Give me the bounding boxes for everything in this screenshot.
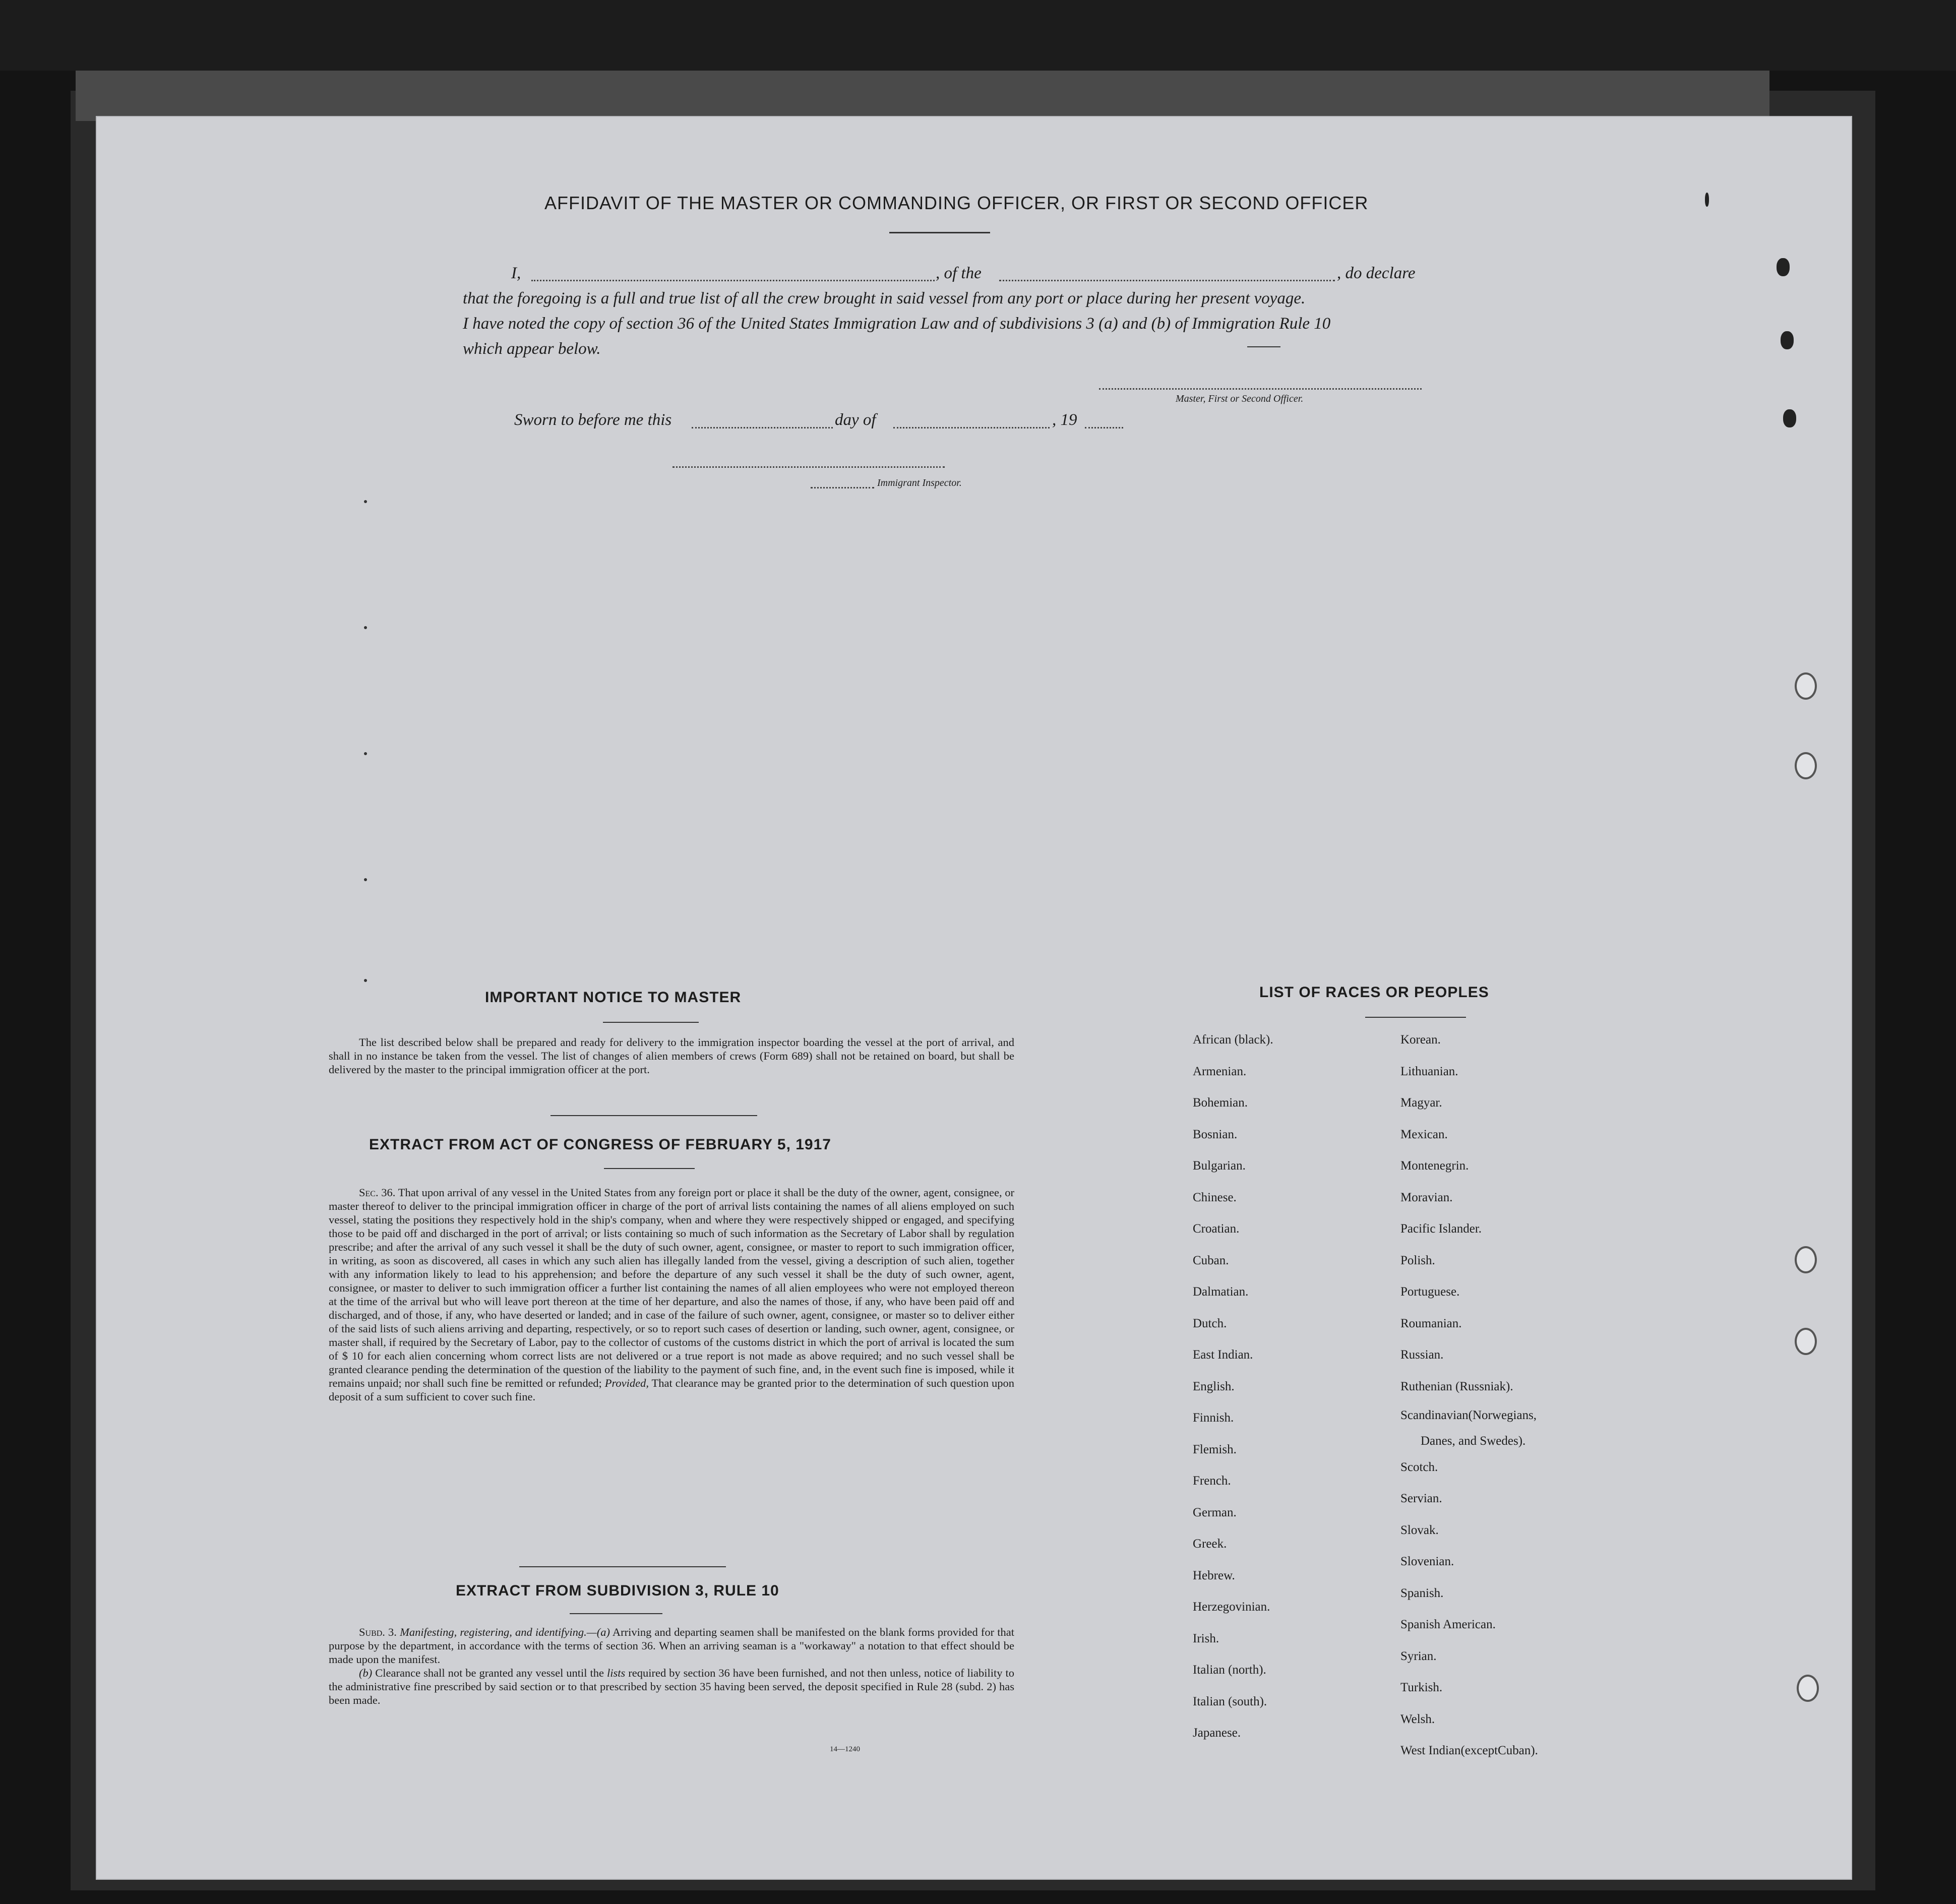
subd-label-b: (b) <box>359 1667 373 1679</box>
section-divider-2 <box>519 1566 726 1567</box>
notice-text: The list described below shall be prepared and ready for delivery to the immigration inspector boarding the vessel at the port of arrival, and shall in no instance be taken from the vessel. The list of changes of alien members of crews (Form 689) shall not be retained on board, but shall be delivered by the master to the principal immigration officer at the port. <box>329 1036 1014 1076</box>
master-signature-label: Master, First or Second Officer. <box>1176 393 1304 404</box>
act-heading-rule <box>604 1168 695 1169</box>
race-item: Irish. <box>1193 1631 1219 1645</box>
subd-text-b1: Clearance shall not be granted any vessel until the <box>375 1667 604 1679</box>
race-item: Dalmatian. <box>1193 1285 1249 1299</box>
notice-heading: IMPORTANT NOTICE TO MASTER <box>485 989 742 1006</box>
subd-text-a: Arriving and departing seamen shall be manifested on the blank forms provided for that purpose by the department, in accordance with the terms of section 36. When an arriving seaman is a "workaway" a notation to that effect should be made upon the manifest. <box>329 1626 1014 1666</box>
affidavit-line4: which appear below. <box>463 340 601 358</box>
sec-36-body: That upon arrival of any vessel in the United States from any foreign port or place it shall be the duty of the owner, agent, consignee, or master thereof to deliver to the principal immigration officer in charge of the port of arrival lists containing the names of all aliens employed on such vessel, stating the positions they respectively hold in the ship's company, when and where they were respectively shipped or engaged, and specifying those to be paid off and discharged in the port of arrival; or lists containing so much of such information as the Secretary of Labor shall by regulation prescribe; and after the arrival of any such vessel it shall be the duty of such owner, agent, consignee, or master to report to such immigration officer, in writing, as soon as discovered, all cases in which any such alien has illegally landed from the vessel, giving a description of such alien, together with any information likely to lead to his apprehension; and before the departure of any such vessel it shall be the duty of such owner, agent, consignee, or master to deliver to such immigration officer a further list containing the names of all alien employees who were not employed thereon at the time of the arrival but who will leave port thereon at the time of her departure, and also the names of those, if any, who have been paid off and discharged, and of those, if any, who have deserted or landed; and in case of the failure of such owner, agent, consignee, or master so to deliver either of the said lists of such aliens arriving and departing, respectively, or so to report such cases of desertion or landing, such owner, agent, consignee, or master shall, if required by the Secretary of Labor, pay to the collector of customs of the customs district in which the port of arrival is located the sum of $ 10 for each alien concerning whom correct lists are not delivered or a true report is not made as above required; and no such vessel shall be granted clearance pending the determination of the question of the liability to the payment of such fine, and, in the event such fine is imposed, while it remains unpaid; nor shall such fine be remitted or refunded; <box>329 1186 1015 1389</box>
subd-text-b2: required by section 36 have been furnished, and not then unless, notice of liability to the administrative fine prescribed by said section or to that prescribed by section 35 having been served, the deposit specified in Rule 28 (subd. 2) has been made. <box>329 1667 1015 1706</box>
race-item: Welsh. <box>1400 1712 1435 1726</box>
subd-title: Manifesting, registering, and identifying.—(a) <box>400 1626 610 1638</box>
race-item: Italian (north). <box>1193 1663 1266 1677</box>
race-item: Chinese. <box>1193 1190 1237 1204</box>
binder-hole-6 <box>1795 1246 1817 1273</box>
binder-hole-5 <box>1795 752 1817 779</box>
race-item: Flemish. <box>1193 1442 1237 1456</box>
races-heading: LIST OF RACES OR PEOPLES <box>1259 984 1489 1001</box>
race-item: Armenian. <box>1193 1064 1247 1078</box>
binder-hole-7 <box>1795 1328 1817 1355</box>
margin-speck <box>364 979 367 982</box>
month-blank[interactable] <box>893 427 1050 428</box>
affidavit-line2: that the foregoing is a full and true list of all the crew brought in said vessel from any port or place during her present voyage. <box>463 289 1306 308</box>
year-blank[interactable] <box>1085 427 1123 428</box>
vessel-blank[interactable] <box>999 280 1335 281</box>
name-blank[interactable] <box>531 280 935 281</box>
binder-hole-mark-1 <box>1777 258 1790 276</box>
race-item: Herzegovinian. <box>1193 1600 1270 1614</box>
day-blank[interactable] <box>692 427 833 428</box>
margin-speck <box>364 500 367 503</box>
lists-word: lists <box>606 1667 626 1679</box>
rule-extract-heading: EXTRACT FROM SUBDIVISION 3, RULE 10 <box>456 1582 779 1599</box>
section-36-text <box>329 1186 1014 1403</box>
affidavit-line1-start: I, <box>511 264 521 282</box>
race-item: Finnish. <box>1193 1411 1234 1425</box>
ink-tick-mark <box>1705 193 1709 207</box>
race-item: Bosnian. <box>1193 1127 1238 1141</box>
race-item: Magyar. <box>1400 1096 1442 1110</box>
race-item: Turkish. <box>1400 1681 1443 1694</box>
provided-word: Provided, <box>604 1377 649 1389</box>
race-item: African (black). <box>1193 1033 1273 1047</box>
inspector-signature-blank[interactable] <box>673 466 945 468</box>
race-item: Servian. <box>1400 1492 1442 1505</box>
sec-36-end: That clearance may be granted prior to the determination of such question upon deposit of a sum sufficient to cover such fine. <box>329 1377 1015 1403</box>
margin-speck <box>364 752 367 755</box>
race-item: East Indian. <box>1193 1348 1253 1362</box>
binder-hole-mark-2 <box>1781 331 1794 349</box>
race-item: Bulgarian. <box>1193 1159 1246 1173</box>
race-item: Bohemian. <box>1193 1096 1248 1110</box>
rule-extract-text <box>329 1625 1014 1707</box>
race-item: Scandinavian(Norwegians, <box>1400 1408 1537 1422</box>
race-item: Portuguese. <box>1400 1285 1460 1299</box>
margin-speck <box>364 878 367 881</box>
race-item: Croatian. <box>1193 1222 1240 1236</box>
races-column-2 <box>1400 1024 1538 1767</box>
race-item: Slovak. <box>1400 1523 1439 1537</box>
races-column-1 <box>1193 1024 1273 1749</box>
affidavit-line3: I have noted the copy of section 36 of the United States Immigration Law and of subdivisions 3 (a) and (b) of Immigration Rule 10 <box>463 315 1331 333</box>
document-sheet <box>96 116 1852 1880</box>
race-item: Korean. <box>1400 1033 1441 1047</box>
affidavit-title: AFFIDAVIT OF THE MASTER OR COMMANDING OFFICER, OR FIRST OR SECOND OFFICER <box>544 193 1369 213</box>
race-item: Pacific Islander. <box>1400 1222 1482 1236</box>
race-item: Scotch. <box>1400 1460 1438 1474</box>
race-item: Spanish. <box>1400 1586 1444 1600</box>
sec-36-label: Sec. 36. <box>359 1186 396 1199</box>
race-item: Dutch. <box>1193 1316 1227 1330</box>
races-heading-rule <box>1365 1017 1466 1018</box>
binder-hole-4 <box>1795 672 1817 700</box>
race-item: English. <box>1193 1379 1235 1393</box>
race-item: Moravian. <box>1400 1190 1453 1204</box>
race-item: Syrian. <box>1400 1649 1437 1663</box>
race-item: Slovenian. <box>1400 1555 1454 1568</box>
binder-hole-mark-3 <box>1783 409 1796 427</box>
margin-speck <box>364 626 367 629</box>
sworn-year-prefix: , 19 <box>1052 411 1077 429</box>
race-item: Roumanian. <box>1400 1316 1462 1330</box>
scan-gray-strip <box>76 71 1769 121</box>
race-item: Ruthenian (Russniak). <box>1400 1379 1513 1393</box>
master-signature-blank[interactable] <box>1099 388 1422 390</box>
race-item: German. <box>1193 1505 1237 1519</box>
notice-heading-rule <box>603 1022 699 1023</box>
affidavit-line1-end: , do declare <box>1337 264 1416 282</box>
act-extract-heading: EXTRACT FROM ACT OF CONGRESS OF FEBRUARY 5, 1917 <box>369 1136 831 1153</box>
form-number: 14—1240 <box>830 1745 860 1753</box>
race-item: Japanese. <box>1193 1726 1241 1740</box>
rule-heading-rule <box>570 1613 662 1614</box>
race-item: Danes, and Swedes). <box>1421 1434 1526 1448</box>
title-underline <box>889 232 990 233</box>
race-item: Polish. <box>1400 1253 1435 1267</box>
subd-label: Subd. 3. <box>359 1626 397 1638</box>
binder-hole-8 <box>1797 1675 1819 1702</box>
race-item: French. <box>1193 1474 1231 1488</box>
affidavit-line1-mid: , of the <box>936 264 982 282</box>
race-item: Lithuanian. <box>1400 1064 1458 1078</box>
race-item: Italian (south). <box>1193 1694 1267 1708</box>
race-item: Mexican. <box>1400 1127 1448 1141</box>
race-item: Greek. <box>1193 1537 1227 1551</box>
race-item: Russian. <box>1400 1348 1444 1362</box>
race-item: Montenegrin. <box>1400 1159 1469 1173</box>
scan-top-border <box>0 0 1956 71</box>
race-item: Cuban. <box>1193 1253 1229 1267</box>
sworn-day-of: day of <box>835 411 876 429</box>
race-item: Spanish American. <box>1400 1618 1496 1631</box>
race-item: Hebrew. <box>1193 1568 1235 1582</box>
inspector-label: Immigrant Inspector. <box>877 477 962 488</box>
sworn-start: Sworn to before me this <box>514 411 672 429</box>
short-rule <box>1247 346 1280 347</box>
race-item: West Indian(exceptCuban). <box>1400 1744 1538 1757</box>
inspector-lead-dots <box>811 487 874 488</box>
section-divider-1 <box>551 1115 757 1116</box>
